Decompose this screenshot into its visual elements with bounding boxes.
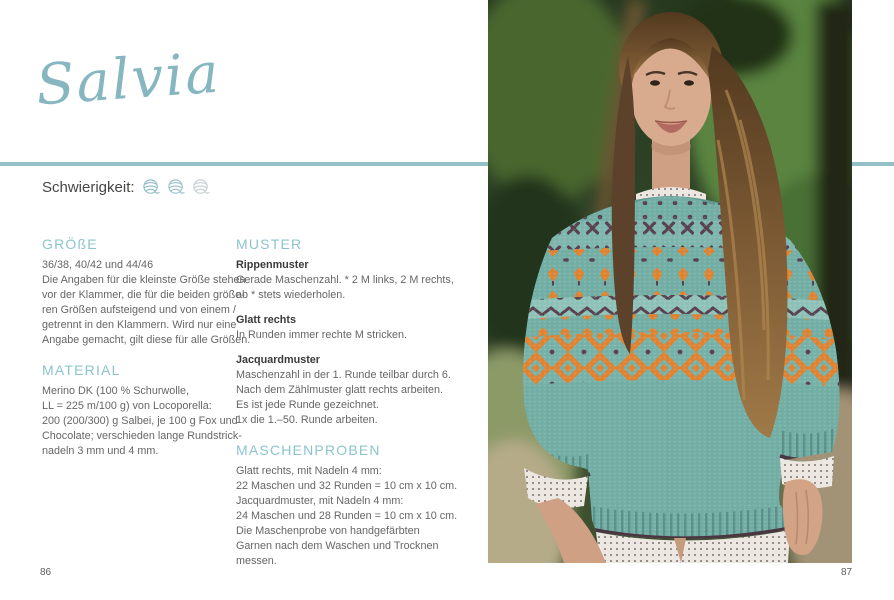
yarn-ball-icon [192,178,210,196]
page-title: Salvia [33,40,223,119]
text-line: Die Angaben für die kleinste Größe stehen [42,274,246,286]
model-photo [488,0,852,563]
pattern-label: Rippenmuster [236,259,309,271]
pattern-block-jacquardmuster [236,353,451,428]
page-number-left: 86 [40,567,52,578]
text-line: Die Maschenprobe von handgefärbten [236,525,420,537]
text-line: ren Größen aufsteigend und von einem / [42,304,236,316]
text-line: Nach dem Zählmuster glatt rechts arbeiten. [236,384,444,396]
text-line: Glatt rechts, mit Nadeln 4 mm: [236,465,382,477]
text-line: Merino DK (100 % Schurwolle, [42,385,190,397]
eye [684,80,694,85]
text-line: Gerade Maschenzahl. * 2 M links, 2 M rechts, [236,274,454,286]
pattern-text [236,273,454,303]
section-heading-material: MATERIAL [42,362,121,378]
section-heading-groesse: GRÖßE [42,236,98,252]
pattern-label: Jacquardmuster [236,354,321,366]
text-line: 24 Maschen und 28 Runden = 10 cm x 10 cm. [236,510,458,522]
text-line: 22 Maschen und 32 Runden = 10 cm x 10 cm. [236,480,458,492]
text-line: messen. [236,555,277,567]
column-pattern-gauge [236,236,458,583]
pattern-block-rippenmuster [236,258,454,303]
yarn-ball-icon [167,178,185,196]
difficulty-label: Schwierigkeit: [42,178,135,196]
pattern-text [236,368,451,428]
text-line: 36/38, 40/42 und 44/46 [42,259,154,271]
section-maschenproben [236,442,458,569]
text-line: nadeln 3 mm und 4 mm. [42,445,159,457]
text-line: ab * stets wiederholen. [236,289,346,301]
pattern-label: Glatt rechts [236,314,296,326]
column-sizes-material [42,236,251,473]
section-body [236,464,458,569]
text-line: Es ist jede Runde gezeichnet. [236,399,379,411]
text-line: Garnen nach dem Waschen und Trocknen [236,540,439,552]
text-line: Jacquardmuster, mit Nadeln 4 mm: [236,495,404,507]
section-material [42,362,242,459]
yarn-ball-icon [142,178,160,196]
text-line: Maschenzahl in der 1. Runde teilbar durch 6. [236,369,451,381]
text-line: 1x die 1.–50. Runde arbeiten. [236,414,378,426]
pattern-text [236,328,446,343]
section-muster [236,236,454,428]
text-line: In Runden immer rechte M stricken. [236,329,408,341]
text-line: vor der Klammer, die für die beiden größe- [42,289,245,301]
section-heading-maschenproben: MASCHENPROBEN [236,442,381,458]
pattern-block-glatt-rechts [236,313,446,343]
text-line: Chocolate; verschieden lange Rundstrick- [42,430,242,442]
difficulty-row [42,178,210,196]
text-line: 200 (200/300) g Salbei, je 100 g Fox und [42,415,238,427]
eye [650,80,660,85]
text-line: Angabe gemacht, gilt diese für alle Größen. [42,334,251,346]
section-groesse [42,236,251,348]
text-line: getrennt in den Klammern. Wird nur eine [42,319,237,331]
photo-illustration [488,0,852,563]
page-number-right: 87 [841,567,853,578]
section-body [42,384,242,459]
section-body [42,258,251,348]
section-heading-muster: MUSTER [236,236,303,252]
text-line: LL = 225 m/100 g) von Locoporella: [42,400,212,412]
